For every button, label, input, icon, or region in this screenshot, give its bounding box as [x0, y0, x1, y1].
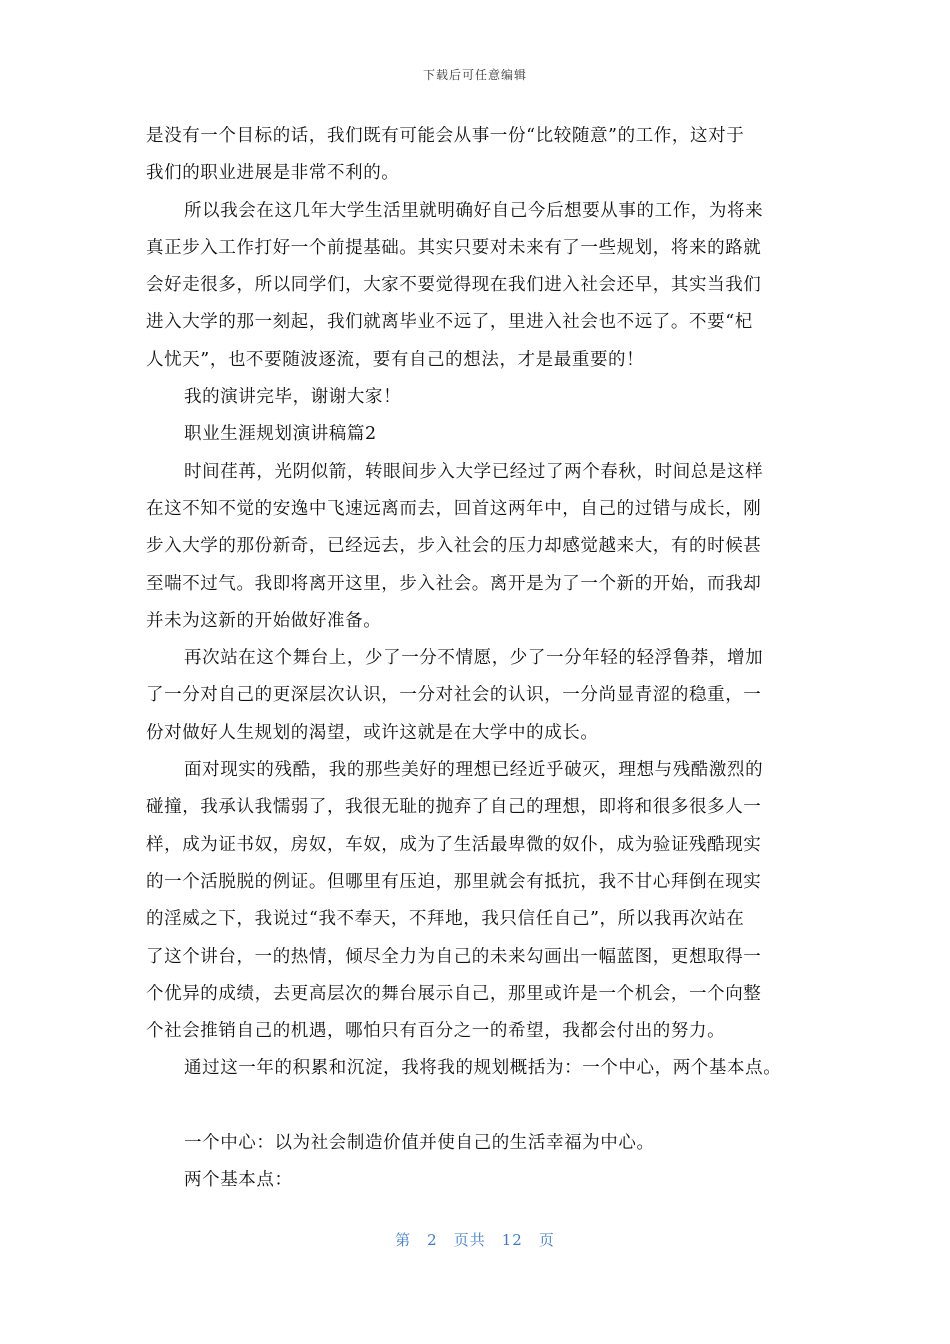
- text-line: 人忧天”，也不要随波逐流，要有自己的想法，才是最重要的！: [146, 349, 645, 370]
- text-line: 在这不知不觉的安逸中飞速远离而去，回首这两年中，自己的过错与成长，刚: [146, 498, 762, 519]
- footer-suffix: 页: [538, 1231, 555, 1249]
- text-line: 的一个活脱脱的例证。但哪里有压迫，那里就会有抵抗，我不甘心拜倒在现实: [146, 871, 762, 892]
- text-line: 是没有一个目标的话，我们既有可能会从事一份“比较随意”的工作，这对于: [146, 126, 745, 146]
- text-line: 会好走很多，所以同学们，大家不要觉得现在我们进入社会还早，其实当我们: [146, 275, 762, 296]
- paragraph: [146, 1050, 816, 1087]
- text-line: 通过这一年的积累和沉淀，我将我的规划概括为：一个中心，两个基本点。: [184, 1058, 782, 1079]
- text-line: 所以我会在这几年大学生活里就明确好自己今后想要从事的工作，为将来: [184, 200, 764, 221]
- paragraph: [146, 1162, 816, 1199]
- text-line: 我们的职业进展是非常不利的。: [146, 163, 400, 184]
- text-line: 的淫威之下，我说过“我不奉天，不拜地，我只信任自己”，所以我再次站在: [146, 909, 745, 930]
- footer-middle: 页共: [453, 1231, 486, 1249]
- footer-prefix: 第: [395, 1231, 412, 1249]
- text-line: 了一分对自己的更深层次认识，一分对社会的认识，一分尚显青涩的稳重，一: [146, 685, 762, 706]
- text-line: 面对现实的残酷，我的那些美好的理想已经近乎破灭，理想与残酷激烈的: [184, 760, 764, 781]
- text-line: 碰撞，我承认我懦弱了，我很无耻的抛弃了自己的理想，即将和很多很多人一: [146, 797, 762, 818]
- text-line: 一个中心：以为社会制造价值并使自己的生活幸福为中心。: [184, 1132, 655, 1153]
- paragraph: [146, 379, 816, 416]
- footer-total-pages: 12: [501, 1231, 523, 1249]
- document-body: [146, 118, 816, 1199]
- text-line: 我的演讲完毕，谢谢大家！: [184, 387, 402, 408]
- text-line: 时间荏苒，光阴似箭，转眼间步入大学已经过了两个春秋，时间总是这样: [184, 461, 764, 482]
- paragraph: [146, 454, 816, 640]
- paragraph: [146, 752, 816, 1050]
- blank-line: [146, 1088, 816, 1125]
- text-line: 个优异的成绩，去更高层次的舞台展示自己，那里或许是一个机会，一个向整: [146, 983, 762, 1004]
- text-line: 进入大学的那一刻起，我们就离毕业不远了，里进入社会也不远了。不要“杞: [146, 312, 753, 333]
- text-line: 至喘不过气。我即将离开这里，步入社会。离开是为了一个新的开始，而我却: [146, 573, 762, 594]
- section-heading: [146, 416, 816, 453]
- text-line: 真正步入工作打好一个前提基础。其实只要对未来有了一些规划，将来的路就: [146, 237, 762, 258]
- page-footer: [0, 1229, 950, 1250]
- text-line: 并未为这新的开始做好准备。: [146, 610, 382, 631]
- paragraph: [146, 118, 816, 193]
- text-line: 了这个讲台，一的热情，倾尽全力为自己的未来勾画出一幅蓝图，更想取得一: [146, 946, 762, 967]
- page-header: 下载后可任意编辑: [422, 68, 527, 82]
- text-line: 职业生涯规划演讲稿篇2: [184, 424, 377, 445]
- paragraph: [146, 640, 816, 752]
- text-line: 两个基本点：: [184, 1170, 293, 1191]
- text-line: 个社会推销自己的机遇，哪怕只有百分之一的希望，我都会付出的努力。: [146, 1021, 726, 1042]
- text-line: 样，成为证书奴，房奴，车奴，成为了生活最卑微的奴仆，成为验证残酷现实: [146, 834, 762, 855]
- text-line: 份对做好人生规划的渴望，或许这就是在大学中的成长。: [146, 722, 599, 743]
- paragraph: [146, 193, 816, 379]
- text-line: 步入大学的那份新奇，已经远去，步入社会的压力却感觉越来大，有的时候甚: [146, 536, 762, 557]
- footer-page-number: 2: [427, 1231, 438, 1249]
- paragraph: [146, 1125, 816, 1162]
- text-line: 再次站在这个舞台上，少了一分不情愿，少了一分年轻的轻浮鲁莽，增加: [184, 648, 764, 669]
